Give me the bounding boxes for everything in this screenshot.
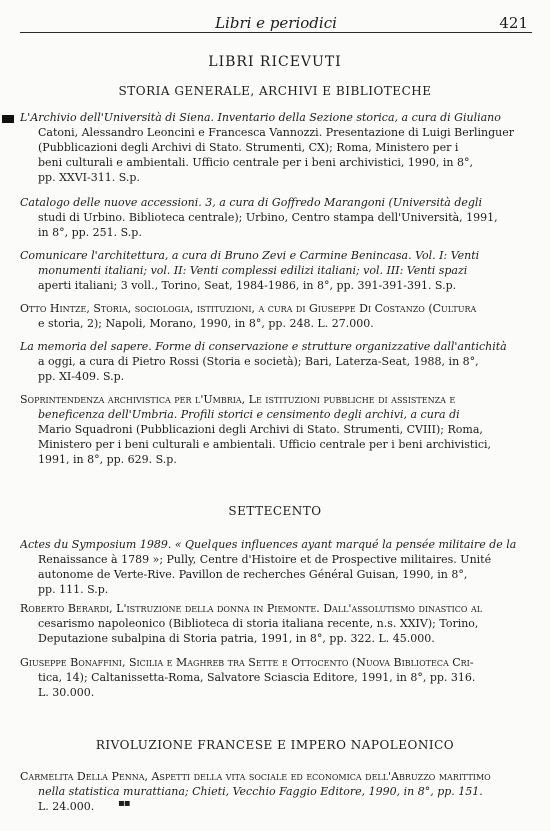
bibliography-entry — [20, 248, 525, 293]
entry-line: cesarismo napoleonico (Biblioteca di storia italiana recente, n.s. XXIV); Torino, — [38, 617, 479, 630]
entry-line: nella statistica murattiana; Chieti, Vecchio Faggio Editore, 1990, in 8°, pp. 151. — [38, 785, 483, 798]
running-head-title: Libri e periodici — [215, 14, 337, 32]
entry-line: e storia, 2); Napoli, Morano, 1990, in 8°, pp. 248. L. 27.000. — [38, 317, 374, 330]
entry-line: L'Archivio dell'Università di Siena. Inventario della Sezione storica, a cura di Giuliano — [20, 111, 501, 124]
section-heading-rivoluzione: RIVOLUZIONE FRANCESE E IMPERO NAPOLEONICO — [95, 738, 455, 752]
bibliography-entry — [20, 537, 525, 597]
bibliography-entry — [20, 195, 525, 240]
entry-line: Ministero per i beni culturali e ambientali. Ufficio centrale per i beni archivistici, — [38, 438, 492, 451]
section-heading-storia-generale: STORIA GENERALE, ARCHIVI E BIBLIOTECHE — [118, 84, 432, 98]
bibliography-entry — [20, 339, 525, 384]
margin-marker — [2, 115, 14, 123]
entry-line: autonome de Verte-Rive. Pavillon de recherches Général Guisan, 1990, in 8°, — [38, 568, 468, 581]
bibliography-entry — [20, 601, 525, 646]
entry-line: (Pubblicazioni degli Archivi di Stato. Strumenti, CX); Roma, Ministero per i — [38, 141, 459, 154]
bibliography-entry — [20, 655, 525, 700]
entry-line: monumenti italiani; vol. II: Venti complessi edilizi italiani; vol. III: Venti spazi — [38, 264, 468, 277]
entry-line: Catalogo delle nuove accessioni. 3, a cura di Goffredo Marangoni (Università degli — [20, 196, 482, 209]
bibliography-entry — [20, 110, 525, 185]
entry-line: La memoria del sapere. Forme di conservazione e strutture organizzative dall'antichità — [20, 340, 507, 353]
entry-line: a oggi, a cura di Pietro Rossi (Storia e società); Bari, Laterza-Seat, 1988, in 8°, — [38, 355, 479, 368]
entry-line: pp. XXVI-311. S.p. — [38, 171, 140, 184]
page-title: LIBRI RICEVUTI — [208, 54, 342, 70]
entry-line: studi di Urbino. Biblioteca centrale); Urbino, Centro stampa dell'Università, 1991, — [38, 211, 498, 224]
entry-line: L. 30.000. — [38, 686, 95, 699]
entry-line: Comunicare l'architettura, a cura di Bruno Zevi e Carmine Benincasa. Vol. I: Venti — [20, 249, 480, 262]
entry-line: Soprintendenza archivistica per l'Umbria, Le istituzioni pubbliche di assistenza e — [20, 393, 456, 406]
entry-line: Deputazione subalpina di Storia patria, 1991, in 8°, pp. 322. L. 45.000. — [38, 632, 435, 645]
running-header — [20, 8, 532, 33]
entry-line: in 8°, pp. 251. S.p. — [38, 226, 142, 239]
entry-line: Otto Hintze, Storia, sociologia, istituzioni, a cura di Giuseppe Di Costanzo (Cultura — [20, 302, 477, 315]
entry-line: Giuseppe Bonaffini, Sicilia e Maghreb tra Sette e Ottocento (Nuova Biblioteca Cri- — [20, 656, 474, 669]
bibliography-entry — [20, 769, 525, 814]
entry-line: 1991, in 8°, pp. 629. S.p. — [38, 453, 177, 466]
bibliography-entry — [20, 392, 525, 467]
page-number: 421 — [499, 14, 528, 32]
entry-line: aperti italiani; 3 voll., Torino, Seat, 1984-1986, in 8°, pp. 391-391-391. S.p. — [38, 279, 457, 292]
entry-line: L. 24.000. — [38, 800, 95, 813]
entry-line: pp. XI-409. S.p. — [38, 370, 125, 383]
entry-line: Catoni, Alessandro Leoncini e Francesca Vannozzi. Presentazione di Luigi Berlinguer — [38, 126, 514, 139]
entry-line: pp. 111. S.p. — [38, 583, 109, 596]
section-heading-settecento: SETTECENTO — [228, 504, 322, 518]
ink-mark: ▪▪ — [118, 798, 130, 809]
entry-line: Roberto Berardi, L'istruzione della donna in Piemonte. Dall'assolutismo dinastico al — [20, 602, 483, 615]
bibliography-entry — [20, 301, 525, 331]
entry-line: beneficenza dell'Umbria. Profili storici e censimento degli archivi, a cura di — [38, 408, 460, 421]
entry-line: Renaissance à 1789 »; Pully, Centre d'Histoire et de Prospective militaires. Unité — [38, 553, 492, 566]
entry-line: beni culturali e ambientali. Ufficio centrale per i beni archivistici, 1990, in 8°, — [38, 156, 473, 169]
entry-line: Actes du Symposium 1989. « Quelques influences ayant marqué la pensée militaire de la — [20, 538, 517, 551]
entry-line: Carmelita Della Penna, Aspetti della vita sociale ed economica dell'Abruzzo marittimo — [20, 770, 491, 783]
entry-line: Mario Squadroni (Pubblicazioni degli Archivi di Stato. Strumenti, CVIII); Roma, — [38, 423, 483, 436]
entry-line: tica, 14); Caltanissetta-Roma, Salvatore Sciascia Editore, 1991, in 8°, pp. 316. — [38, 671, 476, 684]
